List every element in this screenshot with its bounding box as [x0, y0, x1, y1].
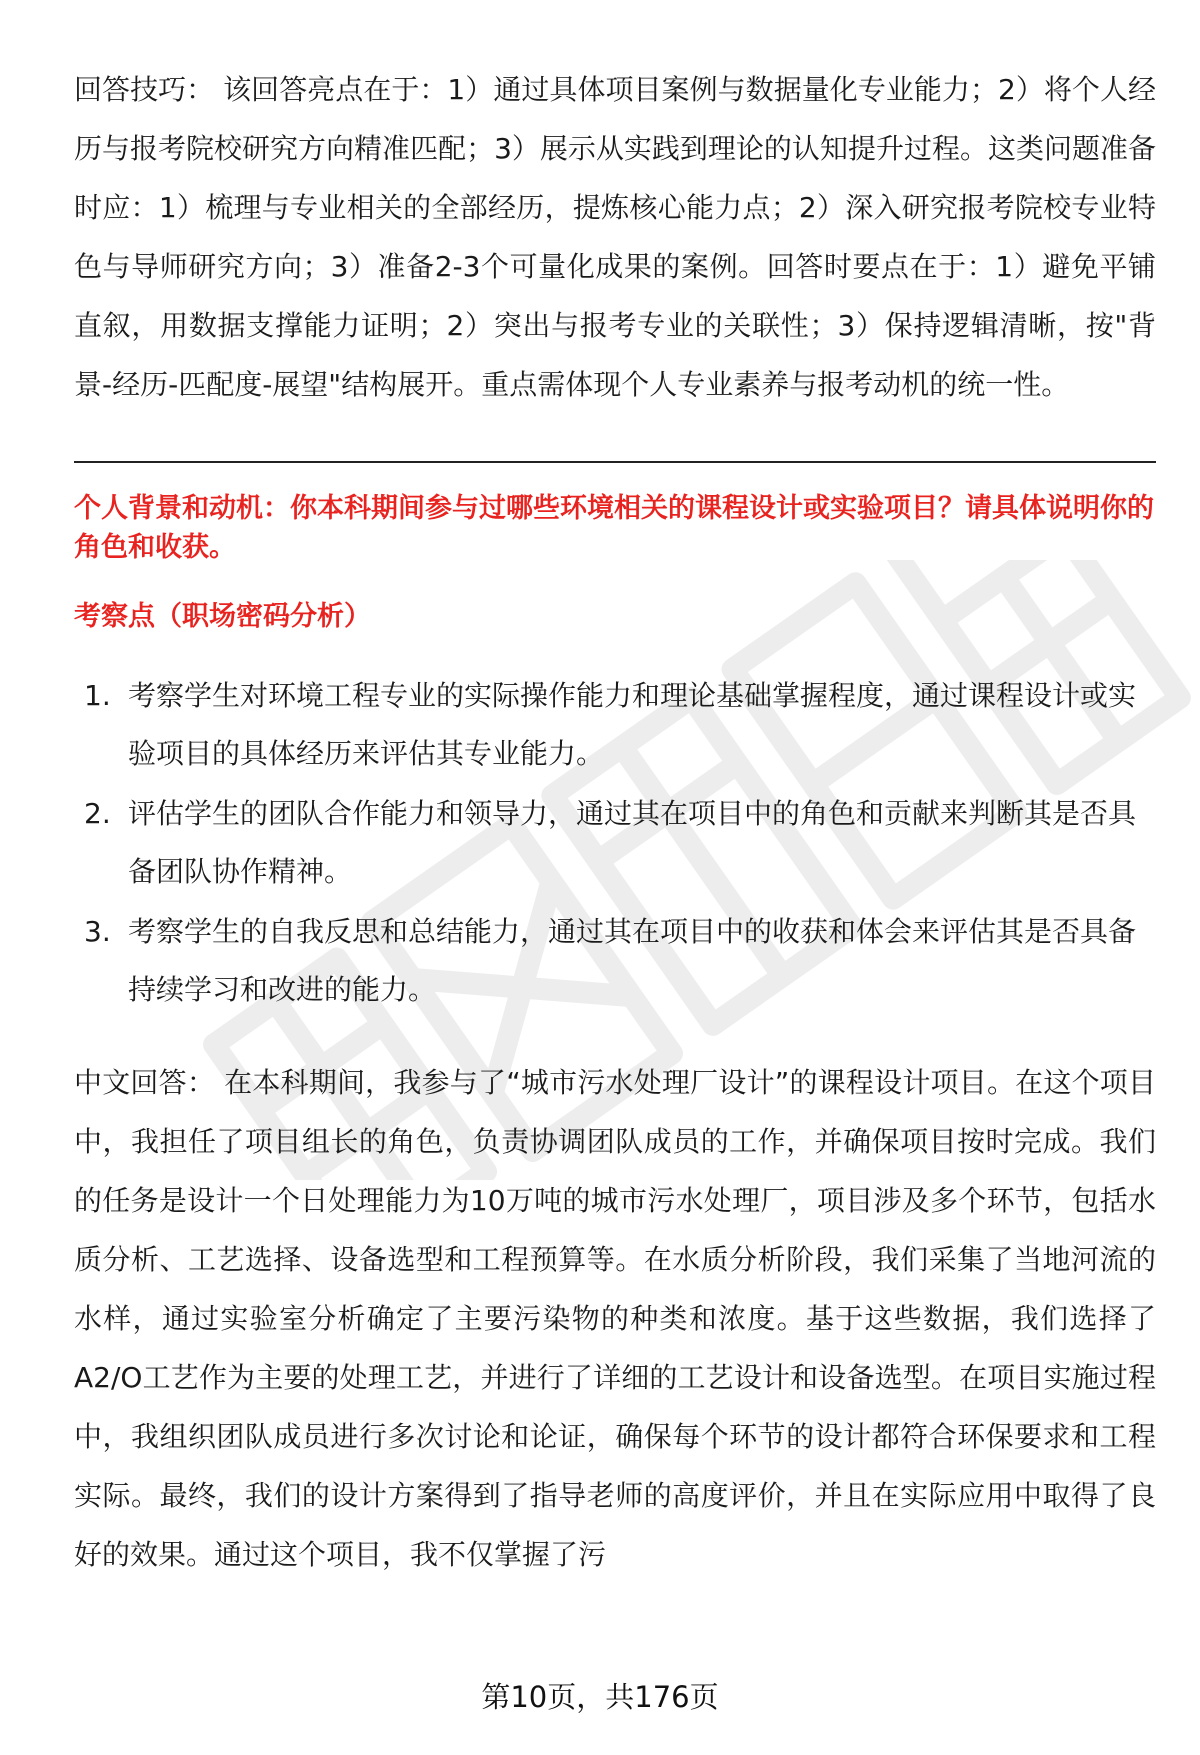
- list-item-number: 2.: [84, 797, 111, 830]
- chinese-answer-paragraph: 中文回答： 在本科期间，我参与了“城市污水处理厂设计”的课程设计项目。在这个项目中，我担任了项目组长的角色，负责协调团队成员的工作，并确保项目按时完成。我们的任务是设计一个日处理能力为10万吨的城市污水处理厂，项目涉及多个环节，包括水质分析、工艺选择、设备选型和工程预算等。在水质分析阶段，我们采集了当地河流的水样，通过实验室分析确定了主要污染物的种类和浓度。基于这些数据，我们选择了A2/O工艺作为主要的处理工艺，并进行了详细的工艺设计和设备选型。在项目实施过程中，我组织团队成员进行多次讨论和论证，确保每个环节的设计都符合环保要求和工程实际。最终，我们的设计方案得到了指导老师的高度评价，并且在实际应用中取得了良好的效果。通过这个项目，我不仅掌握了污: [74, 1066, 1156, 1571]
- page-number-footer: 第10页，共176页: [481, 1680, 719, 1714]
- list-item: [74, 903, 1156, 1019]
- question-heading: 个人背景和动机：你本科期间参与过哪些环境相关的课程设计或实验项目？请具体说明你的角色和收获。: [74, 493, 1154, 563]
- list-item-number: 3.: [84, 915, 111, 948]
- list-item-number: 1.: [84, 679, 111, 712]
- list-item: [74, 785, 1156, 901]
- assessment-points-heading: 考察点（职场密码分析）: [74, 601, 371, 632]
- list-item: [74, 667, 1156, 783]
- document-page: [74, 60, 1156, 1584]
- list-item-text: 评估学生的团队合作能力和领导力，通过其在项目中的角色和贡献来判断其是否具备团队协作精神。: [128, 797, 1137, 888]
- section-divider: [74, 461, 1156, 463]
- list-item-text: 考察学生对环境工程专业的实际操作能力和理论基础掌握程度，通过课程设计或实验项目的具体经历来评估其专业能力。: [128, 679, 1137, 770]
- answer-tip-paragraph: 回答技巧： 该回答亮点在于：1）通过具体项目案例与数据量化专业能力；2）将个人经历与报考院校研究方向精准匹配；3）展示从实践到理论的认知提升过程。这类问题准备时应：1）梳理与专业相关的全部经历，提炼核心能力点；2）深入研究报考院校专业特色与导师研究方向；3）准备2-3个可量化成果的案例。回答时要点在于：1）避免平铺直叙，用数据支撑能力证明；2）突出与报考专业的关联性；3）保持逻辑清晰，按"背景-经历-匹配度-展望"结构展开。重点需体现个人专业素养与报考动机的统一性。: [74, 73, 1156, 401]
- list-item-text: 考察学生的自我反思和总结能力，通过其在项目中的收获和体会来评估其是否具备持续学习和改进的能力。: [128, 915, 1137, 1006]
- assessment-points-list: [74, 667, 1156, 1019]
